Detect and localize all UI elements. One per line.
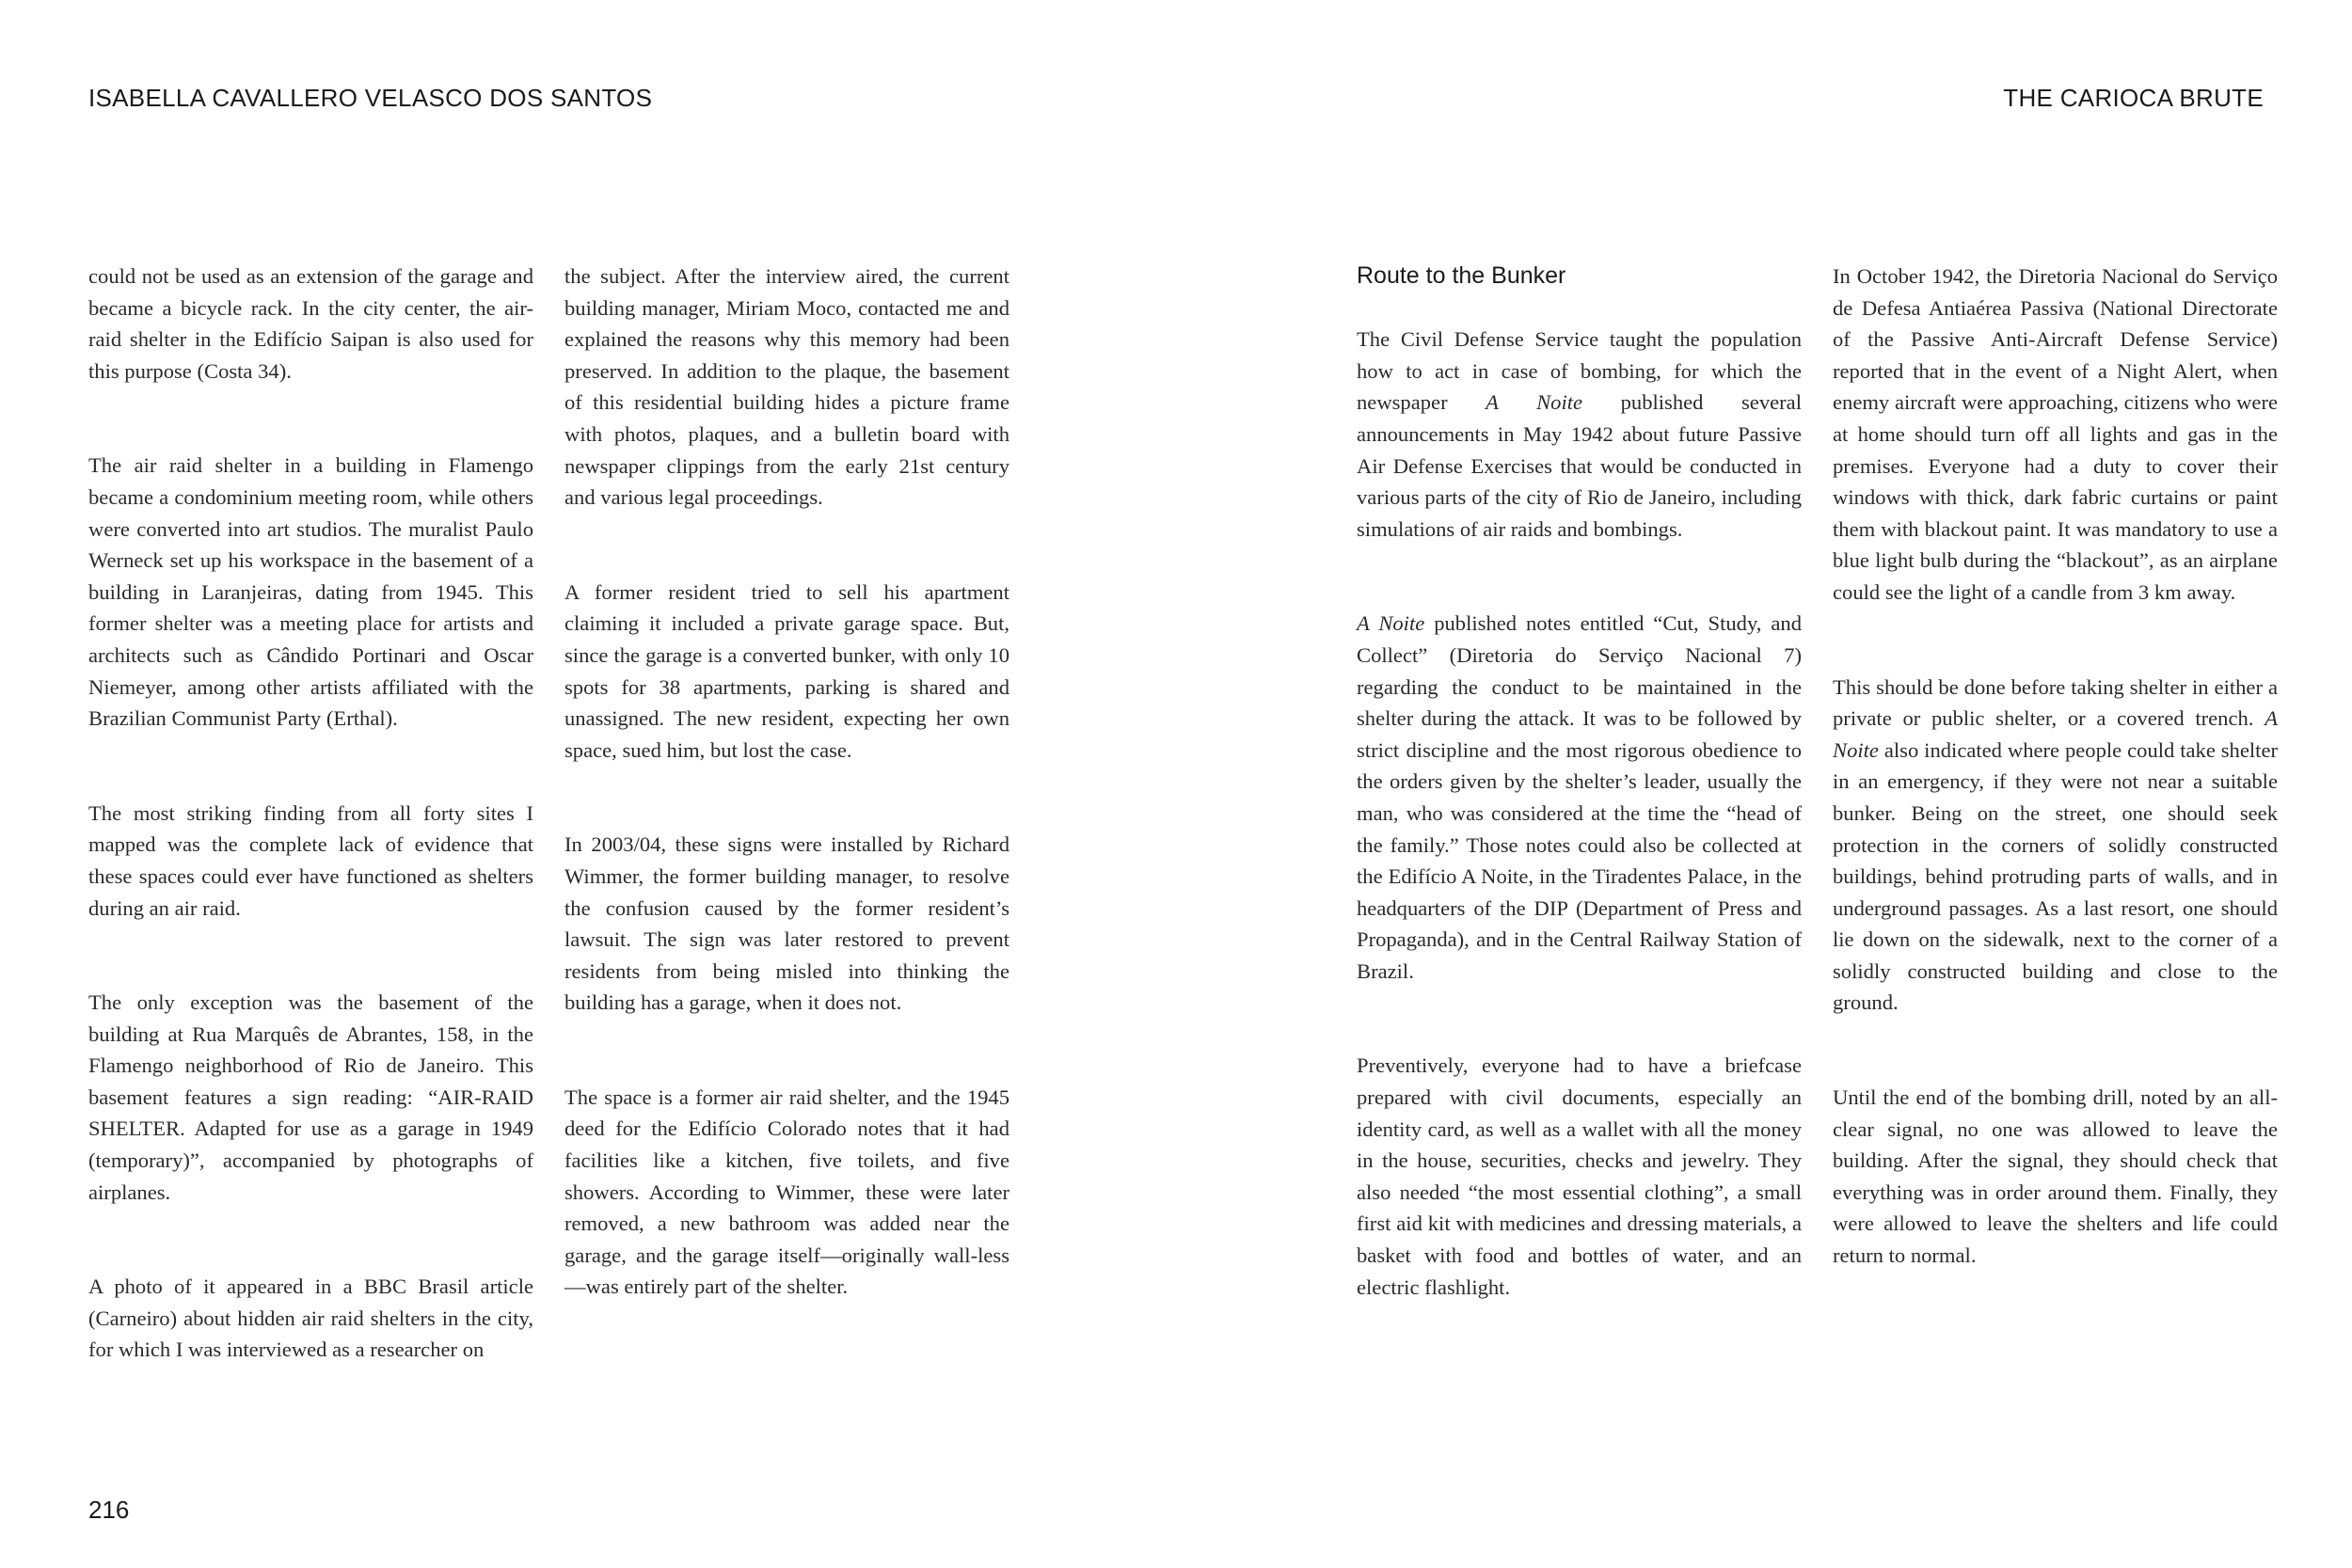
body-paragraph (88, 987, 533, 1208)
text-column-4 (1833, 261, 2278, 1272)
body-paragraph (564, 261, 1009, 514)
page-number: 216 (88, 1496, 130, 1524)
text-segment: A former resident tried to sell his apartment claiming it included a private garage space. But, since the garage is a converted bunker, with only 10 spots for 38 apartments, parking is shared and unassigned. The new resident, expecting her own space, sued him, but lost the case. (564, 579, 1009, 762)
running-header-author: ISABELLA CAVALLERO VELASCO DOS SANTOS (88, 84, 653, 112)
text-column-3 (1357, 261, 1802, 1303)
body-paragraph (1357, 608, 1802, 987)
text-segment: The most striking finding from all forty sites I mapped was the complete lack of evidence that these spaces could ever have functioned as shelters during an air raid. (88, 800, 533, 920)
text-segment: The only exception was the basement of the building at Rua Marquês de Abrantes, 158, in the Flamengo neighborhood of Rio de Janeiro. This basement features a sign reading: “AIR-RAID SHELTER. Adapted for use as a garage in 1949 (temporary)”, accompanied by photographs of airplanes. (88, 990, 533, 1204)
italic-text-segment: A Noite (1486, 390, 1583, 415)
body-paragraph (1357, 324, 1802, 545)
text-column-2 (564, 261, 1009, 1303)
body-paragraph (564, 577, 1009, 767)
text-segment: The Civil Defense Service taught the population how to act in case of bombing, for which the newspaper (1357, 327, 1802, 415)
text-segment: also indicated where people could take shelter in an emergency, if they were not near a suitable bunker. Being on the street, one should seek protection in the corners of solidly constructed buildings, behind protruding parts of walls, and in underground passages. As a last resort, one should lie down on the sidewalk, next to the corner of a solidly constructed building and close to the ground. (1833, 737, 2278, 1015)
body-paragraph (1357, 1050, 1802, 1303)
text-segment: In October 1942, the Diretoria Nacional do Serviço de Defesa Antiaérea Passiva (National Directorate of the Passive Anti-Aircraft Defense Service) reported that in the event of a Night Alert, when enemy aircraft were approaching, citizens who were at home should turn off all lights and gas in the premises. Everyone had a duty to cover their windows with thick, dark fabric curtains or paint them with blackout paint. It was mandatory to use a blue light bulb during the “blackout”, as an airplane could see the light of a candle from 3 km away. (1833, 264, 2278, 604)
text-segment: The air raid shelter in a building in Flamengo became a condominium meeting room, while others were converted into art studios. The muralist Paulo Werneck set up his workspace in the basement of a building in Laranjeiras, dating from 1945. This former shelter was a meeting place for artists and architects such as Cândido Portinari and Oscar Niemeyer, among other artists affiliated with the Brazilian Communist Party (Erthal). (88, 453, 533, 731)
text-segment: This should be done before taking shelter in either a private or public shelter, or a covered trench. (1833, 674, 2278, 731)
text-segment: published notes entitled “Cut, Study, and Collect” (Diretoria do Serviço Nacional 7) regarding the conduct to be maintained in the shelter during the attack. It was to be followed by strict discipline and the most rigorous obedience to the orders given by the shelter’s leader, usually the man, who was considered at the time the “head of the family.” Those notes could also be collected at the Edifício A Noite, in the Tiradentes Palace, in the headquarters of the DIP (Department of Press and Propaganda), and in the Central Railway Station of Brazil. (1357, 611, 1802, 983)
text-segment: In 2003/04, these signs were installed by Richard Wimmer, the former building manager, to resolve the confusion caused by the former resident’s lawsuit. The sign was later restored to prevent residents from being misled into thinking the building has a garage, when it does not. (564, 832, 1009, 1015)
body-paragraph (1833, 672, 2278, 1020)
text-segment: Until the end of the bombing drill, noted by an all-clear signal, no one was allowed to leave the building. After the signal, they should check that everything was in order around them. Finally, they were allowed to leave the shelters and life could return to normal. (1833, 1085, 2278, 1268)
body-paragraph (564, 829, 1009, 1019)
text-segment: The space is a former air raid shelter, and the 1945 deed for the Edifício Colorado notes that it had facilities like a kitchen, five toilets, and five showers. According to Wimmer, these were later removed, a new bathroom was added near the garage, and the garage itself—originally wall-less—was entirely part of the shelter. (564, 1085, 1009, 1299)
section-heading: Route to the Bunker (1357, 262, 1566, 289)
running-header-title: THE CARIOCA BRUTE (2003, 84, 2264, 112)
text-column-1 (88, 261, 533, 1366)
text-segment: published several announcements in May 1942 about future Passive Air Defense Exercises that would be conducted in various parts of the city of Rio de Janeiro, including simulations of air raids and bombings. (1357, 390, 1802, 541)
italic-text-segment: A Noite (1357, 611, 1425, 636)
body-paragraph (1833, 261, 2278, 609)
body-paragraph (88, 1271, 533, 1366)
body-paragraph (88, 798, 533, 924)
body-paragraph (564, 1082, 1009, 1303)
italic-text-segment: A Noite (1833, 706, 2278, 762)
text-segment: A photo of it appeared in a BBC Brasil article (Carneiro) about hidden air raid shelters in the city, for which I was interviewed as a researcher on (88, 1275, 533, 1362)
body-paragraph (88, 450, 533, 734)
text-segment: the subject. After the interview aired, the current building manager, Miriam Moco, contacted me and explained the reasons why this memory had been preserved. In addition to the plaque, the basement of this residential building hides a picture frame with photos, plaques, and a bulletin board with newspaper clippings from the early 21st century and various legal proceedings. (564, 264, 1009, 510)
body-paragraph (88, 261, 533, 387)
text-segment: Preventively, everyone had to have a briefcase prepared with civil documents, especially an identity card, as well as a wallet with all the money in the house, securities, checks and jewelry. They also needed “the most essential clothing”, a small first aid kit with medicines and dressing materials, a basket with food and bottles of water, and an electric flashlight. (1357, 1053, 1802, 1299)
text-segment: could not be used as an extension of the garage and became a bicycle rack. In the city center, the air-raid shelter in the Edifício Saipan is also used for this purpose (Costa 34). (88, 264, 533, 383)
body-paragraph (1833, 1082, 2278, 1272)
